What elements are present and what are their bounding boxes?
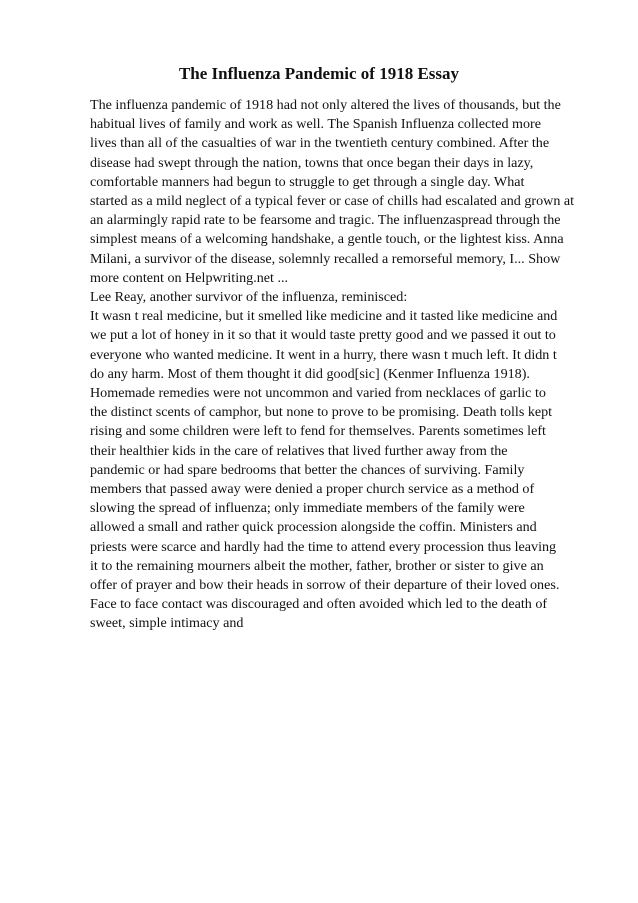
text-line: everyone who wanted medicine. It went in a hurry, there wasn t much left. It didn t (90, 346, 557, 363)
show-more-line: more content on Helpwriting.net ... (90, 269, 289, 286)
text-line: rising and some children were left to fend for themselves. Parents sometimes left (90, 423, 546, 440)
text-line: their healthier kids in the care of relatives that lived further away from the (90, 442, 508, 459)
text-line: Lee Reay, another survivor of the influenza, reminisced: (90, 289, 408, 306)
text-line: started as a mild neglect of a typical fever or case of chills had escalated and grown at (90, 193, 575, 210)
text-line: offer of prayer and bow their heads in sorrow of their departure of their loved ones. (90, 577, 560, 594)
text-line: simplest means of a welcoming handshake, a gentle touch, or the lightest kiss. Anna (90, 231, 564, 248)
text-line: disease had swept through the nation, towns that once began their days in lazy, (90, 154, 534, 171)
text-line: The influenza pandemic of 1918 had not only altered the lives of thousands, but the (90, 97, 561, 113)
text-line: we put a lot of honey in it so that it would taste pretty good and we passed it out to (90, 327, 556, 344)
text-line: comfortable manners had begun to struggle to get through a single day. What (90, 173, 525, 190)
text-line: Face to face contact was discouraged and often avoided which led to the death of (90, 596, 548, 613)
text-line: sweet, simple intimacy and (90, 615, 244, 632)
text-line: Homemade remedies were not uncommon and varied from necklaces of garlic to (90, 385, 546, 402)
text-line: priests were scarce and hardly had the time to attend every procession thus leaving (90, 538, 557, 555)
text-line: an alarmingly rapid rate to be fearsome and tragic. The influenzaspread through the (90, 212, 561, 229)
text-line: Milani, a survivor of the disease, solemnly recalled a remorseful memory, I... Show (90, 250, 561, 267)
text-line: it to the remaining mourners albeit the mother, father, brother or sister to give an (90, 557, 544, 574)
text-line: the distinct scents of camphor, but none to prove to be promising. Death tolls kept (90, 404, 553, 421)
text-line: It wasn t real medicine, but it smelled like medicine and it tasted like medicine and (90, 308, 558, 325)
text-line: lives than all of the casualties of war in the twentieth century combined. After the (90, 135, 550, 152)
text-line: slowing the spread of influenza; only immediate members of the family were (90, 500, 525, 517)
text-line: pandemic or had spare bedrooms that better the chances of surviving. Family (90, 461, 525, 478)
text-line: allowed a small and rather quick procession alongside the coffin. Ministers and (90, 519, 537, 536)
essay-body (90, 96, 600, 634)
text-line: members that passed away were denied a proper church service as a method of (90, 481, 535, 498)
text-line: habitual lives of family and work as well. The Spanish Influenza collected more (90, 116, 541, 133)
page-title: The Influenza Pandemic of 1918 Essay (178, 64, 460, 83)
text-line: do any harm. Most of them thought it did good[sic] (Kenmer Influenza 1918). (90, 365, 530, 382)
